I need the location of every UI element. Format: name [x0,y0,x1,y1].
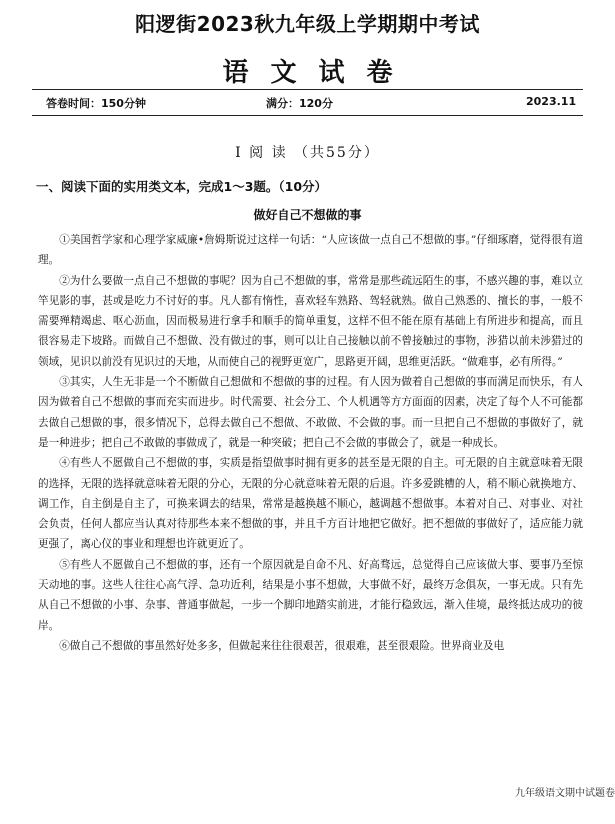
paragraph-5: ⑤有些人不愿做自己不想做的事，还有一个原因就是自命不凡、好高骛远，总觉得自己应该做大事、要事乃至惊天动地的事。这些人往往心高气浮、急功近利，结果是小事不想做，大事做不好，最终万念俱灰，一事无成。只有先从自己不想做的小事、杂事、普通事做起，一步一个脚印地踏实前进，才能行稳致远，渐入佳境，最终抵达成功的彼岸。 [38,558,583,632]
header-rule-bottom [32,115,583,116]
paragraph-6: ⑥做自己不想做的事虽然好处多多，但做起来往往很艰苦，很艰难，甚至很艰险。世界商业及电 [59,639,505,652]
header-rule-top [32,89,583,90]
section-heading: Ⅰ 阅 读 （共55分） [235,145,380,161]
article-body [38,230,583,656]
subject-title: 语文试卷 [222,58,415,88]
exam-date: 2023.11 [526,95,577,108]
page-footer: 九年级语文期中试题卷 [515,788,615,799]
exam-time: 答卷时间：150分钟 [46,97,146,110]
article-title: 做好自己不想做的事 [253,208,362,222]
paragraph-3: ③其实，人生无非是一个不断做自己想做和不想做的事的过程。有人因为做着自己想做的事而满足而快乐，有人因为做着自己不想做的事而充实而进步。时代需要、社会分工、个人机遇等方方面面的因素，决定了每个人不可能都去做自己想做的事，很多情况下，总得去做自己不想做、不敢做、不会做的事。而一旦把自己不想做的事做好了，就是一种进步；把自己不敢做的事做成了，就是一种突破；把自己不会做的事做会了，就是一种成长。 [38,376,583,449]
exam-title: 阳逻街2023秋九年级上学期期中考试 [135,12,480,36]
question-heading: 一、阅读下面的实用类文本，完成1～3题。（10分） [36,179,328,194]
paragraph-2: ②为什么要做一点自己不想做的事呢？因为自己不想做的事，常常是那些疏远陌生的事，不感兴趣的事，难以立竿见影的事，甚或是吃力不讨好的事。凡人都有惰性，喜欢轻车熟路、驾轻就熟。做自己熟悉的、擅长的事，一般不需要殚精竭虑、呕心沥血，因而极易进行拿手和顺手的简单重复，这样不但不能在原有基础上有所进步和提高，而且很容易走下坡路。而做自己不想做、没有做过的事，则可以让自己接触以前不曾接触过的事物，涉猎以前未涉猎过的领域，见识以前没有见识过的天地，从而使自己的视野更宽广，思路更开阔，思维更活跃。“做难事，必有所得。” [38,274,583,368]
paragraph-4: ④有些人不愿做自己不想做的事，实质是指望做事时拥有更多的甚至是无限的自主。可无限的自主就意味着无限的选择，无限的选择就意味着无限的分心，无限的分心就意味着无限的后退。许多爱跳槽的人，稍不顺心就换地方、调工作，自主倒是自主了，可换来调去的结果，常常是越换越不顺心，越调越不想做事。本着对自己、对事业、对社会负责，任何人都应当认真对待那些本来不想做的事，并且千方百计地把它做好。把不想做的事做好了，适应能力就更强了，离心仪的事业和理想也许就更近了。 [38,457,583,551]
full-score: 满分：120分 [266,97,333,110]
paragraph-1: ①美国哲学家和心理学家威廉•詹姆斯说过这样一句话：“人应该做一点自己不想做的事。”仔细琢磨，觉得很有道理。 [38,234,583,267]
